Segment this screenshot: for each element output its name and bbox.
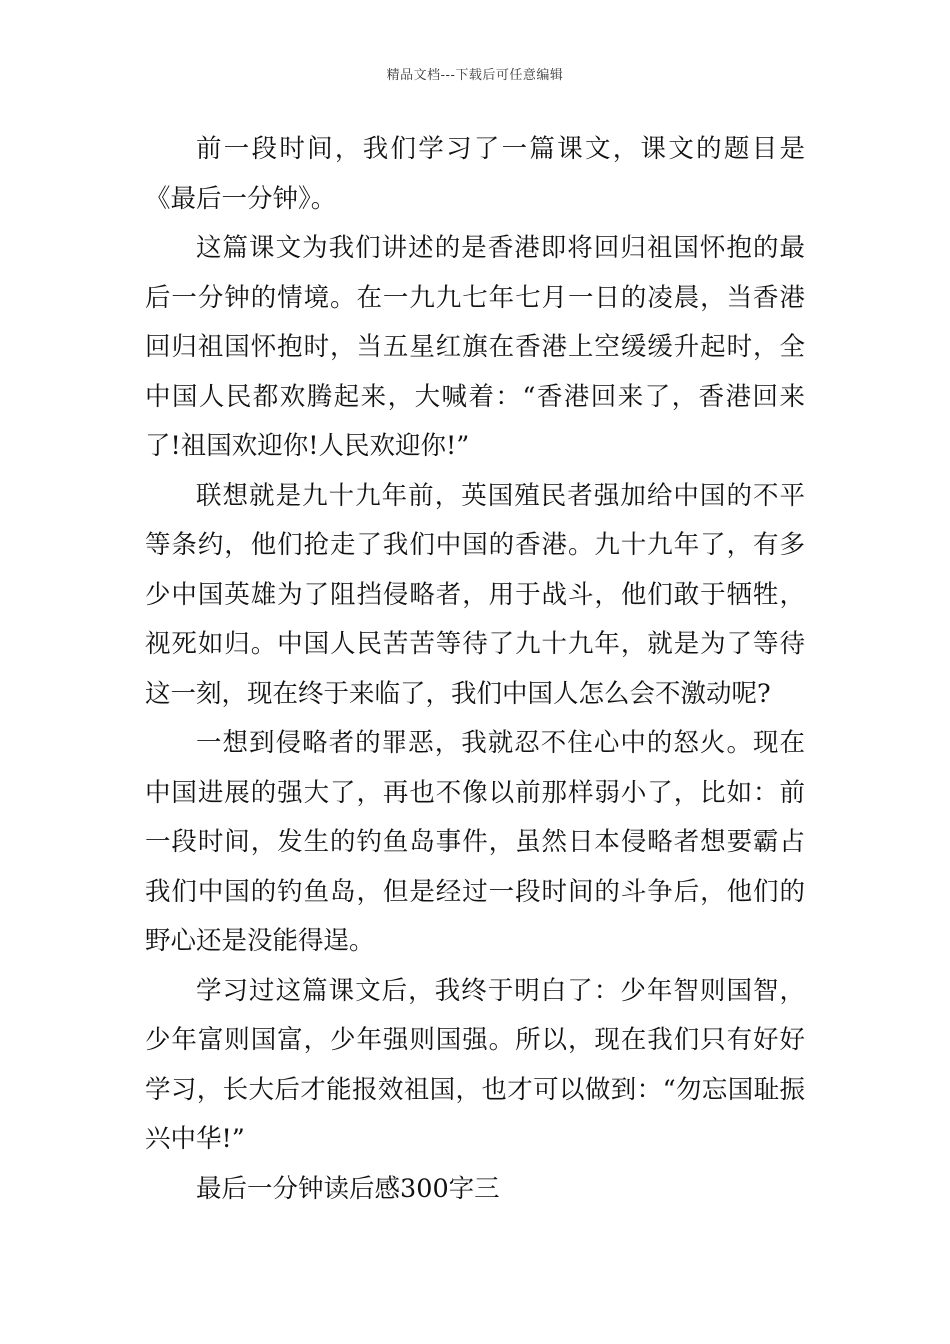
page-header: 精品文档---下载后可任意编辑	[386, 68, 564, 83]
paragraph-1: 前一段时间，我们学习了一篇课文，课文的题目是《最后一分钟》。	[145, 134, 805, 214]
paragraph-3: 联想就是九十九年前，英国殖民者强加给中国的不平等条约，他们抢走了我们中国的香港。九十九年了，有多少中国英雄为了阻挡侵略者，用于战斗，他们敢于牺牲，视死如归。中国人民苦苦等待了九十九年，就是为了等待这一刻，现在终于来临了，我们中国人怎么会不激动呢?	[145, 480, 805, 709]
section-title: 最后一分钟读后感300字三	[196, 1173, 500, 1204]
document-body	[145, 125, 805, 1214]
paragraph-2: 这篇课文为我们讲述的是香港即将回归祖国怀抱的最后一分钟的情境。在一九九七年七月一日的凌晨，当香港回归祖国怀抱时，当五星红旗在香港上空缓缓升起时，全中国人民都欢腾起来，大喊着：“香港回来了，香港回来了!祖国欢迎你!人民欢迎你!”	[145, 233, 805, 461]
paragraph-4: 一想到侵略者的罪恶，我就忍不住心中的怒火。现在中国进展的强大了，再也不像以前那样弱小了，比如：前一段时间，发生的钓鱼岛事件，虽然日本侵略者想要霸占我们中国的钓鱼岛，但是经过一段时间的斗争后，他们的野心还是没能得逞。	[145, 728, 805, 956]
paragraph-5: 学习过这篇课文后，我终于明白了：少年智则国智，少年富则国富，少年强则国强。所以，现在我们只有好好学习，长大后才能报效祖国，也才可以做到：“勿忘国耻振兴中华!”	[145, 975, 805, 1154]
